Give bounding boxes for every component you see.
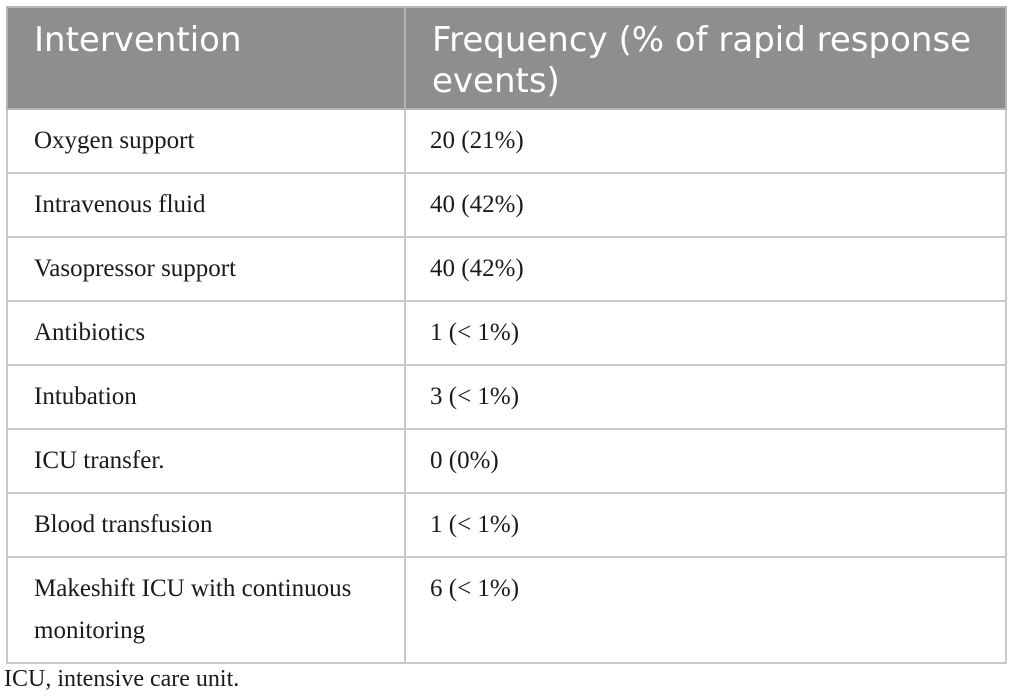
intervention-cell: Antibiotics: [7, 301, 405, 365]
header-frequency: Frequency (% of rapid response events): [405, 7, 1006, 109]
table-footnote: ICU, intensive care unit.: [4, 666, 240, 692]
frequency-cell: 40 (42%): [405, 173, 1006, 237]
intervention-cell: Vasopressor support: [7, 237, 405, 301]
header-intervention: Intervention: [7, 7, 405, 109]
intervention-cell: Blood transfusion: [7, 493, 405, 557]
frequency-cell: 20 (21%): [405, 109, 1006, 173]
frequency-cell: 1 (< 1%): [405, 301, 1006, 365]
frequency-cell: 6 (< 1%): [405, 557, 1006, 663]
table-row: [7, 109, 1006, 173]
table-body: [7, 109, 1006, 663]
table-header: [7, 7, 1006, 109]
header-row: [7, 7, 1006, 109]
frequency-cell: 1 (< 1%): [405, 493, 1006, 557]
intervention-cell: Intravenous fluid: [7, 173, 405, 237]
table-row: [7, 173, 1006, 237]
intervention-cell: Intubation: [7, 365, 405, 429]
table-row: [7, 237, 1006, 301]
intervention-cell: ICU transfer.: [7, 429, 405, 493]
interventions-table: [6, 6, 1007, 664]
table-row: [7, 557, 1006, 663]
frequency-cell: 3 (< 1%): [405, 365, 1006, 429]
intervention-cell: Makeshift ICU with continuous monitoring: [7, 557, 405, 663]
table-row: [7, 493, 1006, 557]
table-row: [7, 365, 1006, 429]
frequency-cell: 0 (0%): [405, 429, 1006, 493]
intervention-cell: Oxygen support: [7, 109, 405, 173]
frequency-cell: 40 (42%): [405, 237, 1006, 301]
table-row: [7, 301, 1006, 365]
table-row: [7, 429, 1006, 493]
